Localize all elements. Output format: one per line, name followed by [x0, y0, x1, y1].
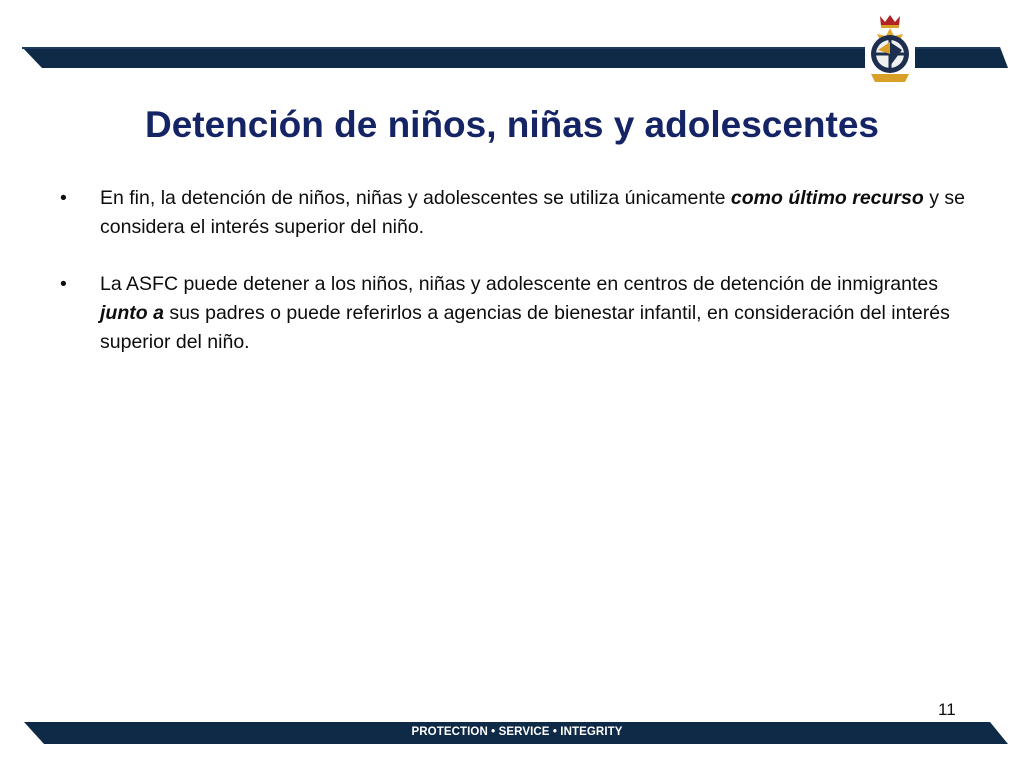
bullet-text: y se considera el interés superior del niño. [100, 187, 965, 238]
cbsa-crest-icon [857, 14, 923, 88]
bullet-marker: • [60, 187, 67, 209]
bullet-text: En fin, la detención de niños, niñas y adolescentes se utiliza únicamente [100, 187, 731, 209]
bullet-item [56, 184, 976, 242]
page-number: 11 [938, 700, 956, 719]
bullet-item [56, 270, 976, 357]
bullet-text: La ASFC puede detener a los niños, niñas y adolescente en centros de detención de inmigrantes [100, 273, 938, 295]
slide-title: Detención de niños, niñas y adolescentes [144, 104, 880, 145]
footer-motto: PROTECTION • SERVICE • INTEGRITY [411, 726, 623, 738]
bullet-emphasis: junto a [100, 302, 164, 324]
bullet-list [56, 184, 976, 385]
bullet-text: sus padres o puede referirlos a agencias de bienestar infantil, en consideración del interés superior del niño. [100, 302, 950, 353]
bullet-emphasis: como último recurso [730, 187, 924, 209]
bullet-marker: • [60, 273, 67, 295]
